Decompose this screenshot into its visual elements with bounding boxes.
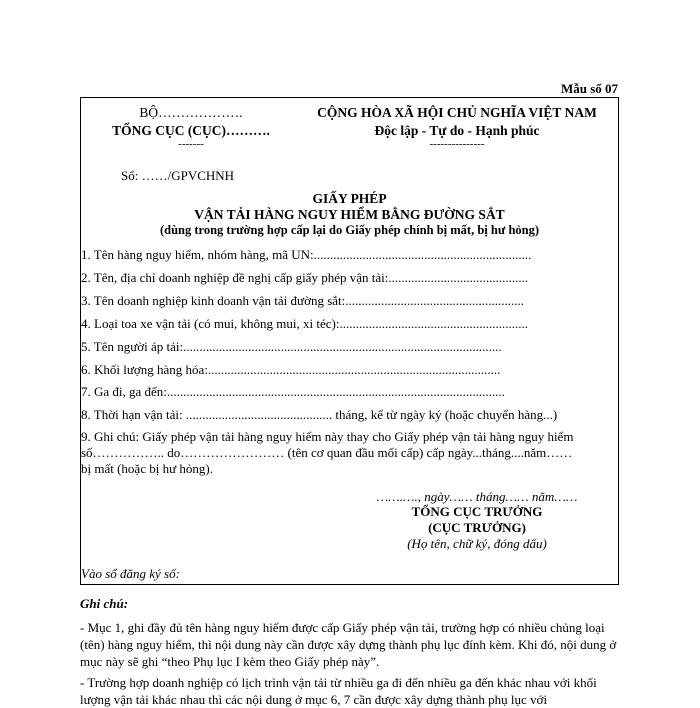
signature-title: TỔNG CỤC TRƯỞNG [411,504,543,519]
notes-heading: Ghi chú: [80,596,129,611]
department-line: TỔNG CỤC (CỤC)………. [112,123,270,138]
country-name: CỘNG HÒA XÃ HỘI CHỦ NGHĨA VIỆT NAM [317,105,597,120]
signature-hint: (Họ tên, chữ ký, đóng dấu) [407,536,547,551]
field-hazard-goods: 1. Tên hàng nguy hiểm, nhóm hàng, mã UN:................................................................... [81,247,532,262]
right-rule: --------------- [429,138,485,150]
motto: Độc lập - Tự do - Hạnh phúc [374,123,540,138]
title-main: GIẤY PHÉP [312,191,387,206]
permit-number: Số: ……/GPVCHNH [121,168,235,183]
field-applicant: 2. Tên, địa chỉ doanh nghiệp đề nghị cấp giấy phép vận tải:........................................... [81,270,529,285]
signature-title-alt: (CỤC TRƯỞNG) [428,520,526,535]
title-sub: VẬN TẢI HÀNG NGUY HIỂM BẰNG ĐƯỜNG SẮT [194,207,505,222]
field-carrier: 3. Tên doanh nghiệp kinh doanh vận tải đường sắt:....................................................... [81,293,524,308]
field-escort: 5. Tên người áp tải:.................................................................................................. [81,339,502,354]
signature-date: …….…., ngày…… tháng…… năm…… [376,489,578,504]
notes-paragraph-1: - Mục 1, ghi đầy đủ tên hàng nguy hiểm được cấp Giấy phép vận tải, trường hợp có nhiều chủng loại (tên) hàng nguy hiểm, thì nội dung này cần được xây dựng thành phụ lục đính kèm. Khi đó, nội dung ở mục này sẽ ghi “theo Phụ lục I kèm theo Giấy phép này”. [80,620,617,669]
permit-frame [80,97,619,585]
field-wagon-type: 4. Loại toa xe vận tải (có mui, không mui, xi téc):.......................................................... [81,316,528,331]
left-rule: ------- [178,138,204,150]
note9-line2: số…………….. do…………………… (tên cơ quan đầu mối cấp) cấp ngày...tháng....năm…… [81,445,573,460]
note9-line1: 9. Ghi chú: Giấy phép vận tải hàng nguy hiểm này thay cho Giấy phép vận tải hàng nguy hiểm [81,429,574,444]
ministry-line: BỘ………………. [139,105,243,120]
field-weight: 6. Khối lượng hàng hóa:.......................................................................................... [81,362,501,377]
notes-paragraph-2: - Trường hợp doanh nghiệp có lịch trình vận tải từ nhiều ga đi đến nhiều ga đến khác nhau với khối lượng vận tải khác nhau thì các nội dung ở mục 6, 7 cần được xây dựng thành phụ lục với [80,675,597,707]
title-note: (dùng trong trường hợp cấp lại do Giấy phép chính bị mất, bị hư hỏng) [159,223,540,237]
field-stations: 7. Ga đi, ga đến:........................................................................................................ [81,384,505,399]
note9-line3: bị mất (hoặc bị hư hỏng). [81,461,213,476]
registration-line: Vào sổ đăng ký số: [81,566,180,581]
field-duration: 8. Thời hạn vận tải: ............................................. tháng, kể từ ngày ký (hoặc chuyển hàng...) [81,407,558,422]
form-number: Mẫu số 07 [560,81,618,96]
